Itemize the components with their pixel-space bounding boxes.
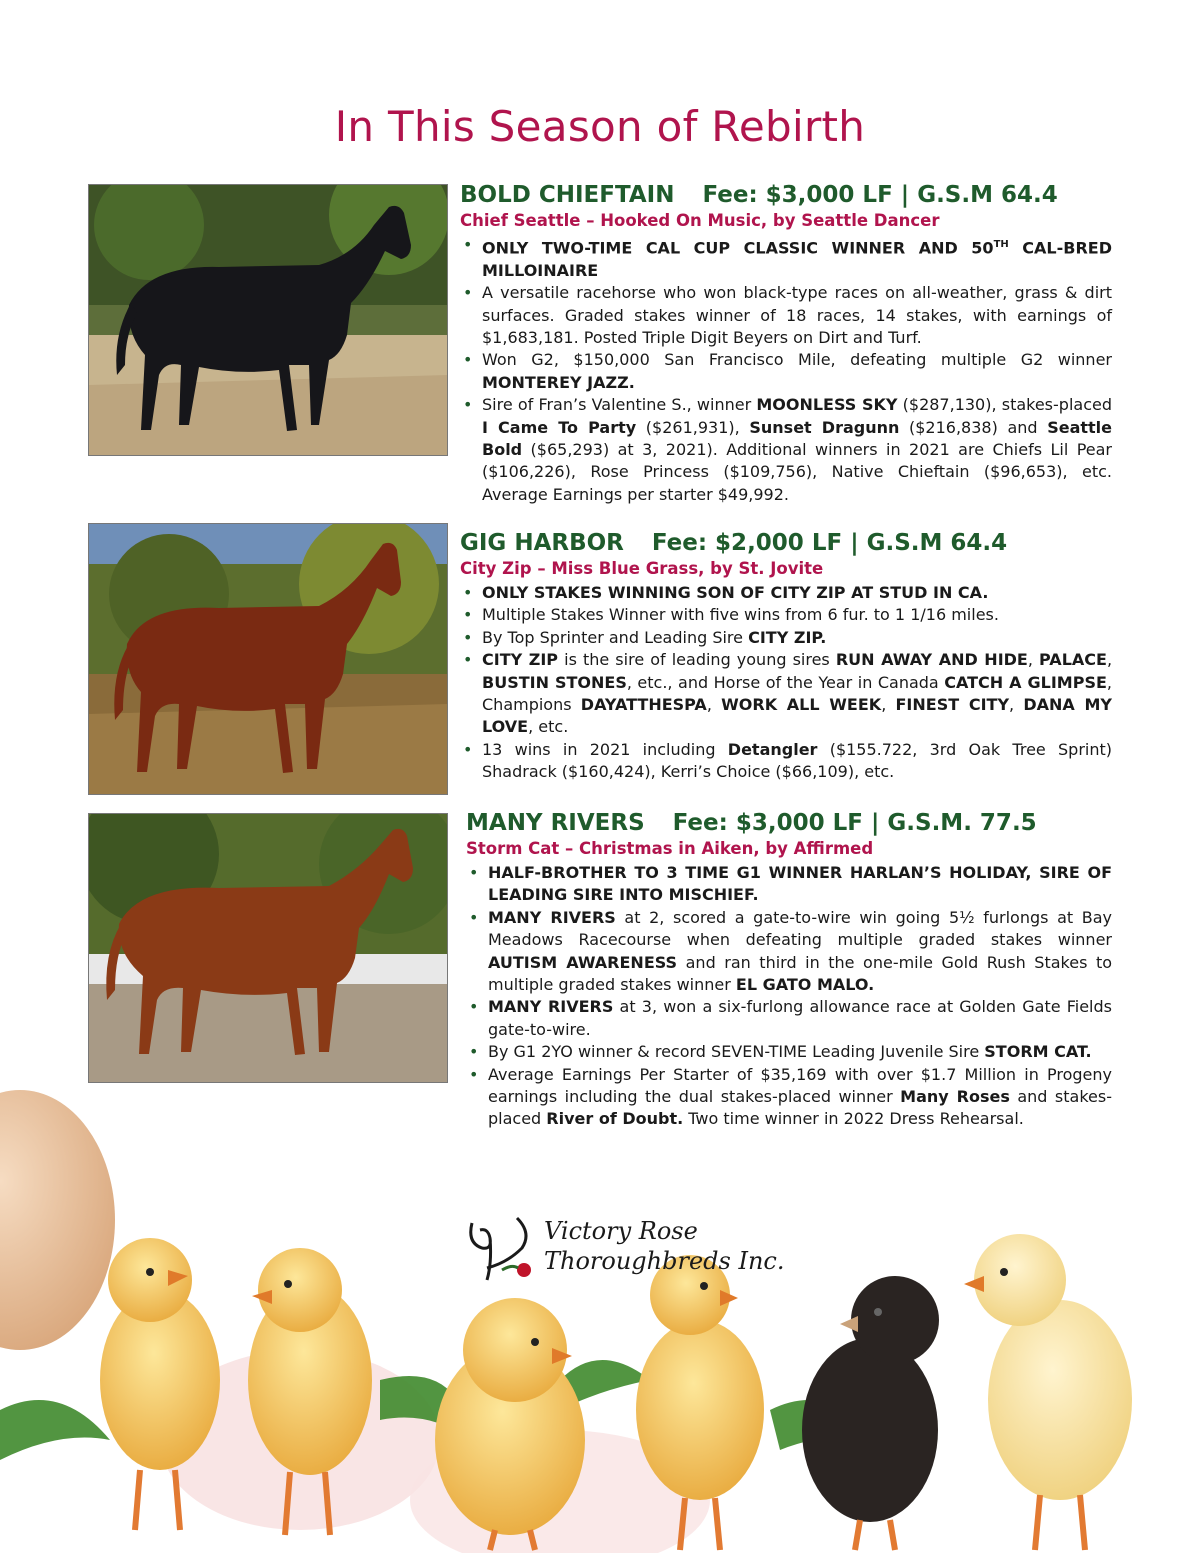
bullet-item bbox=[460, 627, 1112, 649]
bullet-text-bold: CAL-BRED MILLOINAIRE bbox=[482, 238, 1112, 280]
bullet-text: Two time winner in 2022 Dress Rehearsal. bbox=[683, 1109, 1024, 1129]
stallion-heading bbox=[466, 808, 1112, 838]
chick-6 bbox=[964, 1234, 1132, 1550]
logo-text bbox=[544, 1216, 784, 1276]
bullet-text: , bbox=[1027, 650, 1040, 670]
bullet-text: at 3, won a six-furlong allowance race at Golden Gate Fields gate-to-wire. bbox=[488, 997, 1112, 1039]
bullet-item bbox=[460, 582, 1112, 604]
stallion-heading bbox=[460, 528, 1112, 558]
horse-photo-bold-chieftain bbox=[88, 184, 448, 456]
bullet-text-bold: TH bbox=[993, 239, 1009, 250]
bullet-text: Sire of Fran’s Valentine S., winner bbox=[482, 395, 757, 415]
logo-line-2: Thoroughbreds Inc. bbox=[544, 1247, 785, 1275]
bullet-text-bold: MONTEREY JAZZ. bbox=[482, 372, 635, 392]
horse-photo-many-rivers bbox=[88, 813, 448, 1083]
bullet-text: Average Earnings Per Starter of $35,169 with over $1.7 Million in Progeny earnings including the dual stakes-placed winner bbox=[488, 1064, 1112, 1107]
bullet-text-bold: RUN AWAY AND HIDE bbox=[835, 650, 1028, 670]
bullet-text-bold: WORK ALL WEEK bbox=[721, 695, 882, 715]
bullet-text: , bbox=[881, 695, 896, 715]
bullet-text-bold: ONLY STAKES WINNING SON OF CITY ZIP AT STUD IN CA. bbox=[482, 583, 989, 602]
bullet-text: and stakes-placed bbox=[488, 1087, 1112, 1129]
stallion-pedigree: City Zip – Miss Blue Grass, by St. Jovite bbox=[460, 559, 824, 578]
bullet-text: , bbox=[1106, 650, 1113, 670]
bullet-text-bold: Detangler bbox=[727, 739, 818, 759]
bullet-item bbox=[460, 649, 1112, 739]
bullet-text: , Champions bbox=[482, 672, 1112, 715]
bullet-text-bold: River of Doubt. bbox=[546, 1109, 684, 1129]
bullet-text-bold: MANY RIVERS bbox=[488, 907, 616, 927]
bullet-text: at 2, scored a gate-to-wire win going 5½ furlongs at Bay Meadows Racecourse when defeating multiple graded stakes winner bbox=[488, 907, 1113, 950]
stallion-pedigree: Chief Seattle – Hooked On Music, by Seattle Dancer bbox=[460, 211, 940, 230]
bullet-text: , bbox=[1009, 695, 1024, 715]
bullet-text: Won G2, $150,000 San Francisco Mile, defeating multiple G2 winner bbox=[482, 350, 1112, 370]
bullet-item bbox=[460, 234, 1112, 282]
bullet-text-bold: Sunset Dragunn bbox=[749, 417, 900, 437]
bullet-item bbox=[460, 394, 1112, 506]
bullet-text-bold: CITY ZIP. bbox=[748, 627, 827, 647]
bullet-text-bold: I Came To Party bbox=[482, 417, 637, 437]
stallion-bullets bbox=[460, 582, 1112, 784]
stallion-fee: Fee: $2,000 LF | G.S.M 64.4 bbox=[651, 530, 1008, 556]
stallion-entry-bold-chieftain bbox=[460, 180, 1112, 506]
bullet-item bbox=[460, 604, 1112, 626]
easter-chicks-illustration bbox=[0, 1080, 1200, 1553]
bullet-text: ($216,838) and bbox=[899, 417, 1048, 437]
bullet-text: , bbox=[706, 695, 722, 715]
stallion-heading bbox=[460, 180, 1112, 210]
bullet-item bbox=[460, 282, 1112, 349]
bullet-text: Multiple Stakes Winner with five wins from 6 fur. to 1 1/16 miles. bbox=[482, 605, 999, 625]
bullet-text-bold: Seattle Bold bbox=[482, 417, 1113, 459]
bullet-text: is the sire of leading young sires bbox=[558, 650, 836, 670]
bullet-item bbox=[466, 862, 1112, 907]
bullet-text-bold: Many Roses bbox=[900, 1087, 1010, 1107]
bullet-text-bold: BUSTIN STONES bbox=[482, 672, 627, 692]
bullet-text-bold: ONLY TWO-TIME CAL CUP CLASSIC WINNER AND 50 bbox=[482, 238, 994, 258]
stallion-bullets bbox=[460, 234, 1112, 506]
bullet-item bbox=[466, 907, 1112, 997]
horse-photo-gig-harbor bbox=[88, 523, 448, 795]
bullet-text: ($261,931), bbox=[636, 417, 750, 437]
bullet-text: ($155.722, 3rd Oak Tree Sprint) Shadrack ($160,424), Kerri’s Choice ($66,109), etc. bbox=[482, 739, 1112, 782]
stallion-pedigree: Storm Cat – Christmas in Aiken, by Affirmed bbox=[466, 839, 874, 858]
bullet-text: ($65,293) at 3, 2021). Additional winners in 2021 are Chiefs Lil Pear ($106,226), Rose Princess ($109,756), Native Chieftain ($96,653), etc. Average Earnings per starter $49,992. bbox=[482, 439, 1112, 504]
bullet-text: and ran third in the one-mile Gold Rush Stakes to multiple graded stakes winner bbox=[488, 952, 1113, 995]
bullet-text: ($287,130), stakes-placed bbox=[897, 395, 1112, 415]
bullet-text-bold: AUTISM AWARENESS bbox=[488, 952, 678, 972]
rose-monogram-icon bbox=[462, 1208, 542, 1288]
stallion-entry-gig-harbor bbox=[460, 528, 1112, 784]
stallion-fee: Fee: $3,000 LF | G.S.M. 77.5 bbox=[672, 810, 1037, 836]
stallion-name: GIG HARBOR bbox=[460, 530, 624, 556]
chick-5-dark bbox=[802, 1276, 939, 1550]
bullet-text-bold: PALACE bbox=[1039, 650, 1107, 670]
bullet-text: A versatile racehorse who won black-type races on all-weather, grass & dirt surfaces. Graded stakes winner of 18 races, 14 stakes, with earnings of $1,683,181. Posted Triple Digit Beyers on Dirt and Turf. bbox=[482, 283, 1112, 347]
bullet-text-bold: MOONLESS SKY bbox=[756, 395, 898, 415]
bullet-text-bold: EL GATO MALO. bbox=[735, 975, 875, 995]
bullet-text: By G1 2YO winner & record SEVEN-TIME Leading Juvenile Sire bbox=[488, 1042, 985, 1062]
bullet-item bbox=[466, 996, 1112, 1041]
victory-rose-logo bbox=[462, 1208, 822, 1288]
stallion-name: BOLD CHIEFTAIN bbox=[460, 182, 675, 208]
bullet-text-bold: FINEST CITY bbox=[895, 695, 1010, 715]
logo-line-1: Victory Rose bbox=[544, 1217, 698, 1245]
stallion-name: MANY RIVERS bbox=[466, 810, 645, 836]
bullet-text: 13 wins in 2021 including bbox=[482, 739, 728, 759]
bullet-item bbox=[466, 1041, 1112, 1063]
bullet-text: , etc., and Horse of the Year in Canada bbox=[626, 672, 945, 692]
bullet-text-bold: STORM CAT. bbox=[984, 1042, 1092, 1062]
bullet-text-bold: DANA MY LOVE bbox=[482, 695, 1113, 737]
bullet-text-bold: CITY ZIP bbox=[482, 650, 559, 670]
bullet-text-bold: DAYATTHESPA bbox=[580, 695, 707, 715]
egg-shape bbox=[0, 1090, 115, 1350]
bullet-text: By Top Sprinter and Leading Sire bbox=[482, 627, 749, 647]
page-title: In This Season of Rebirth bbox=[334, 102, 866, 151]
stallion-fee: Fee: $3,000 LF | G.S.M 64.4 bbox=[702, 182, 1058, 208]
bullet-item bbox=[460, 739, 1112, 784]
bullet-item bbox=[460, 349, 1112, 394]
bullet-text-bold: MANY RIVERS bbox=[488, 997, 614, 1017]
bullet-text: , etc. bbox=[528, 717, 569, 737]
bullet-text-bold: HALF-BROTHER TO 3 TIME G1 WINNER HARLAN’S HOLIDAY, SIRE OF LEADING SIRE INTO MISCHIEF. bbox=[488, 863, 1112, 905]
bullet-text-bold: CATCH A GLIMPSE bbox=[944, 672, 1107, 692]
